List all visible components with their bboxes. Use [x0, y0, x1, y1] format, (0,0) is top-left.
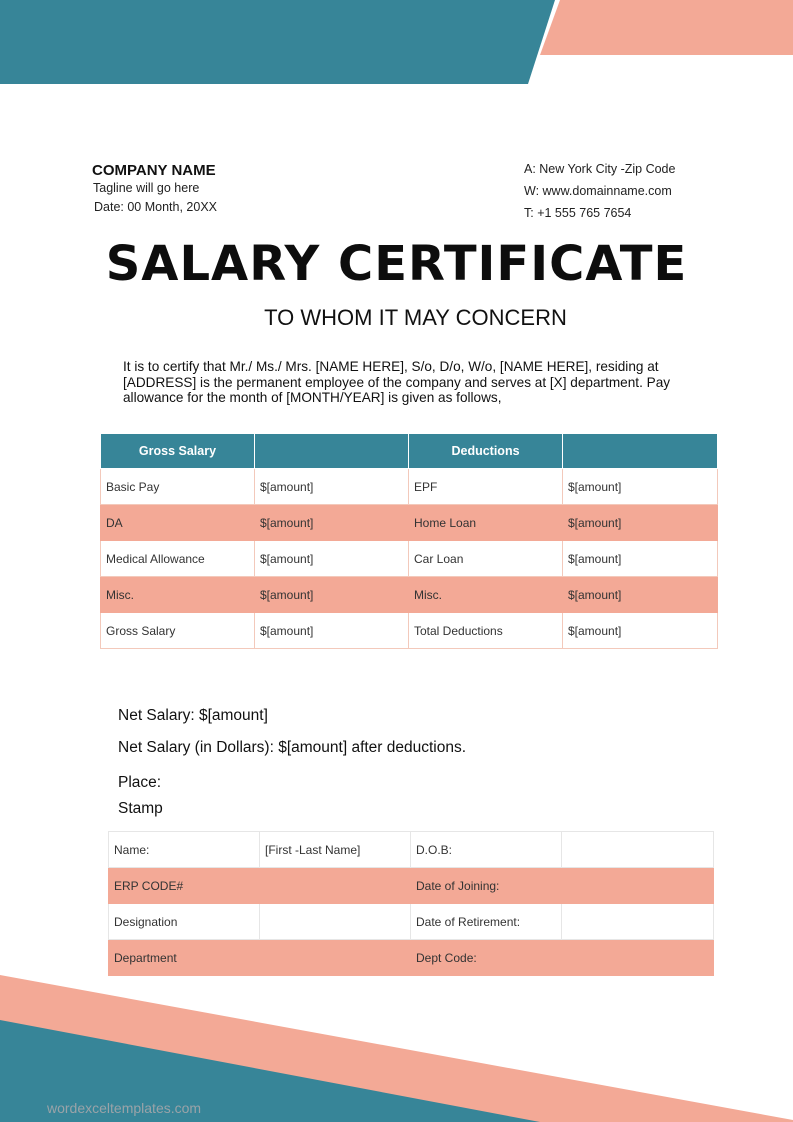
table-cell: Car Loan [409, 541, 563, 577]
table-row [109, 868, 714, 904]
table-row [109, 832, 714, 868]
table-cell: Name: [109, 832, 260, 868]
employee-info-table [108, 831, 714, 976]
salary-table [100, 433, 718, 649]
table-cell: Basic Pay [101, 469, 255, 505]
table-cell: ERP CODE# [109, 868, 260, 904]
company-name: COMPANY NAME [92, 162, 216, 179]
top-salmon-shape [540, 0, 793, 55]
table-cell: Dept Code: [411, 940, 562, 976]
table-cell: Designation [109, 904, 260, 940]
table-cell [260, 904, 411, 940]
table-row [101, 577, 718, 613]
table-row [109, 904, 714, 940]
table-cell: DA [101, 505, 255, 541]
table-cell: [First -Last Name] [260, 832, 411, 868]
table-row [101, 505, 718, 541]
table-cell: $[amount] [255, 505, 409, 541]
table-row [101, 469, 718, 505]
contact-address: A: New York City -Zip Code [524, 162, 676, 176]
table-cell: $[amount] [563, 541, 718, 577]
net-salary: Net Salary: $[amount] [118, 707, 268, 724]
document-subtitle: TO WHOM IT MAY CONCERN [264, 305, 567, 330]
table-cell: $[amount] [255, 577, 409, 613]
table-cell: Misc. [409, 577, 563, 613]
table-cell: $[amount] [563, 613, 718, 649]
table-cell: D.O.B: [411, 832, 562, 868]
table-cell [562, 832, 714, 868]
net-salary-words: Net Salary (in Dollars): $[amount] after deductions. [118, 739, 467, 756]
table-cell [260, 940, 411, 976]
table-cell: Department [109, 940, 260, 976]
table-cell: $[amount] [255, 541, 409, 577]
table-cell: $[amount] [255, 613, 409, 649]
document-date: Date: 00 Month, 20XX [94, 200, 217, 214]
document-title: SALARY CERTIFICATE [105, 236, 688, 292]
header-blank [255, 434, 409, 469]
header-blank [563, 434, 718, 469]
table-cell: Medical Allowance [101, 541, 255, 577]
table-cell: Date of Joining: [411, 868, 562, 904]
table-row [101, 541, 718, 577]
header-gross-salary: Gross Salary [101, 434, 255, 469]
contact-website: W: www.domainname.com [524, 184, 672, 198]
table-cell: Home Loan [409, 505, 563, 541]
salary-table-header [101, 434, 718, 469]
intro-paragraph: It is to certify that Mr./ Ms./ Mrs. [NAME HERE], S/o, D/o, W/o, [NAME HERE], residing at [ADDRESS] is the permanent employee of the company and serves at [X] department. Pay allowance for the month of [MONTH/YEAR] is given as follows, [123, 359, 671, 405]
table-cell: Misc. [101, 577, 255, 613]
table-cell [260, 868, 411, 904]
header-deductions: Deductions [409, 434, 563, 469]
table-cell: Total Deductions [409, 613, 563, 649]
table-cell: Gross Salary [101, 613, 255, 649]
table-row [101, 613, 718, 649]
table-cell: $[amount] [255, 469, 409, 505]
table-cell [562, 868, 714, 904]
table-cell [562, 904, 714, 940]
contact-phone: T: +1 555 765 7654 [524, 206, 632, 220]
table-cell: $[amount] [563, 469, 718, 505]
top-teal-shape [0, 0, 555, 84]
company-tagline: Tagline will go here [93, 181, 200, 195]
table-row [109, 940, 714, 976]
table-cell: $[amount] [563, 577, 718, 613]
stamp-label: Stamp [118, 800, 163, 817]
table-cell: $[amount] [563, 505, 718, 541]
footer-watermark: wordexceltemplates.com [47, 1100, 202, 1116]
table-cell: EPF [409, 469, 563, 505]
table-cell [562, 940, 714, 976]
table-cell: Date of Retirement: [411, 904, 562, 940]
place-label: Place: [118, 774, 162, 791]
